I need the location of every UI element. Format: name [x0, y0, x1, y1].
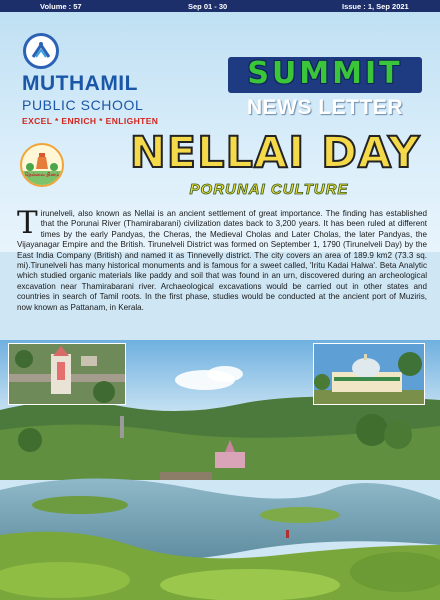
school-logo-icon: [29, 39, 53, 63]
newsletter-subtitle: NEWS LETTER: [247, 96, 403, 119]
river-landscape-photo: [0, 340, 440, 600]
temple-aerial-photo: [8, 343, 126, 405]
article-body: [17, 205, 427, 313]
nellai-day-badge: [20, 143, 64, 187]
newsletter-title: SUMMIT: [247, 56, 403, 91]
school-logo: [23, 33, 59, 69]
article-dropcap: T: [17, 205, 38, 241]
mosque-photo: [313, 343, 425, 405]
school-name: MUTHAMIL: [22, 72, 138, 95]
volume-label: Volume : 57: [40, 2, 82, 11]
mosque-image: [314, 344, 425, 405]
issue-label: Issue : 1, Sep 2021: [342, 2, 409, 11]
temple-badge-icon: [22, 145, 62, 185]
temple-aerial-image: [9, 344, 126, 405]
badge-label: நெல்லை தினம்: [24, 172, 60, 178]
school-motto: EXCEL * ENRICH * ENLIGHTEN: [22, 116, 159, 126]
school-subtitle: PUBLIC SCHOOL: [22, 97, 144, 113]
date-range-label: Sep 01 - 30: [188, 2, 228, 11]
feature-title: NELLAI DAY: [129, 128, 421, 178]
feature-subtitle: PORUNAI CULTURE: [189, 181, 349, 198]
issue-bar: [0, 0, 440, 12]
article-text: irunelveli, also known as Nellai is an ancient settlement of great importance. The finding has established that the Porunai River (Thamirabarani) civilization dates back to 3,200 years. It has been ruled at different times by the early Pandyas, the Cheras, the Medieval Cholas and Later Cholas, the later Pandyas, the Vijayanagar Empire and the British. Tirunelveli District was formed on September 1, 1790 (Tirunelveli Day) by the East India Company (British) and named it as Tinnevelly district. The city covers an area of 189.9 km2 (73.3 sq. mi).Tirunelveli has many historical monuments and is famous for a sweet called, 'Iritu Kadai Halwa'. Beta Analytic which studied organic materials like paddy and soil that was found in an urn, discovered during an archeological excavation near Thamirabarani river. Archaeological excavations would be carried out in other states and countries in search of Tamil roots. In the first phase, studies would be conducted at the ancient port of Muziris, now known as Pattanam, in Kerala.: [17, 209, 427, 312]
